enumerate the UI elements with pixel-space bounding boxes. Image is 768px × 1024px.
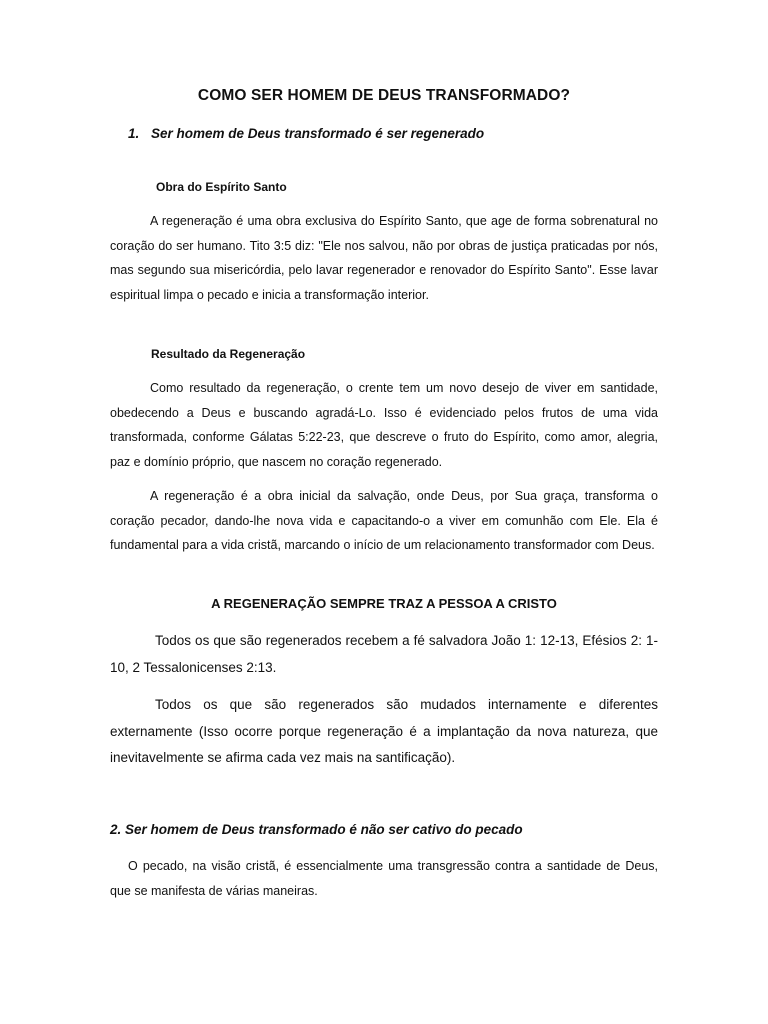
section-1-heading: [128, 126, 484, 141]
document-title: COMO SER HOMEM DE DEUS TRANSFORMADO?: [197, 87, 571, 104]
subheading-resultado-regeneracao: Resultado da Regeneração: [151, 347, 306, 361]
section-1-heading-text: Ser homem de Deus transformado é ser regenerado: [151, 126, 485, 141]
paragraph-mudados-internamente: Todos os que são regenerados são mudados internamente e diferentes externamente (Isso ocorre porque regeneração é a implantação da nova natureza, que inevitavelmente se afirma cada vez mais na santificação).: [110, 697, 658, 765]
section-1-number: 1.: [128, 126, 140, 141]
section-2-heading: 2. Ser homem de Deus transformado é não ser cativo do pecado: [110, 822, 523, 837]
subheading-obra-espirito-santo: Obra do Espírito Santo: [156, 180, 287, 194]
paragraph-fe-salvadora: Todos os que são regenerados recebem a fé salvadora João 1: 12-13, Efésios 2: 1-10, 2 Tessalonicenses 2:13.: [110, 633, 658, 675]
paragraph-pecado: O pecado, na visão cristã, é essencialmente uma transgressão contra a santidade de Deus, que se manifesta de várias maneiras.: [110, 859, 658, 898]
paragraph-obra-inicial: A regeneração é a obra inicial da salvação, onde Deus, por Sua graça, transforma o coração pecador, dando-lhe nova vida e capacitando-o a viver em comunhão com Ele. Ela é fundamental para a vida cristã, marcando o início de um relacionamento transformador com Deus.: [110, 489, 658, 552]
paragraph-resultado: Como resultado da regeneração, o crente tem um novo desejo de viver em santidade, obedecendo a Deus e buscando agradá-Lo. Isso é evidenciado pelos frutos de uma vida transformada, conforme Gálatas 5:22-23, que descreve o fruto do Espírito, como amor, alegria, paz e domínio próprio, que nascem no coração regenerado.: [110, 381, 658, 469]
paragraph-regeneracao-obra: A regeneração é uma obra exclusiva do Espírito Santo, que age de forma sobrenatural no coração do ser humano. Tito 3:5 diz: "Ele nos salvou, não por obras de justiça praticadas por nós, mas segundo sua misericórdia, pelo lavar regenerador e renovador do Espírito Santo". Esse lavar espiritual limpa o pecado e inicia a transformação interior.: [110, 214, 658, 302]
center-heading-regeneracao-cristo: A REGENERAÇÃO SEMPRE TRAZ A PESSOA A CRISTO: [211, 596, 557, 611]
